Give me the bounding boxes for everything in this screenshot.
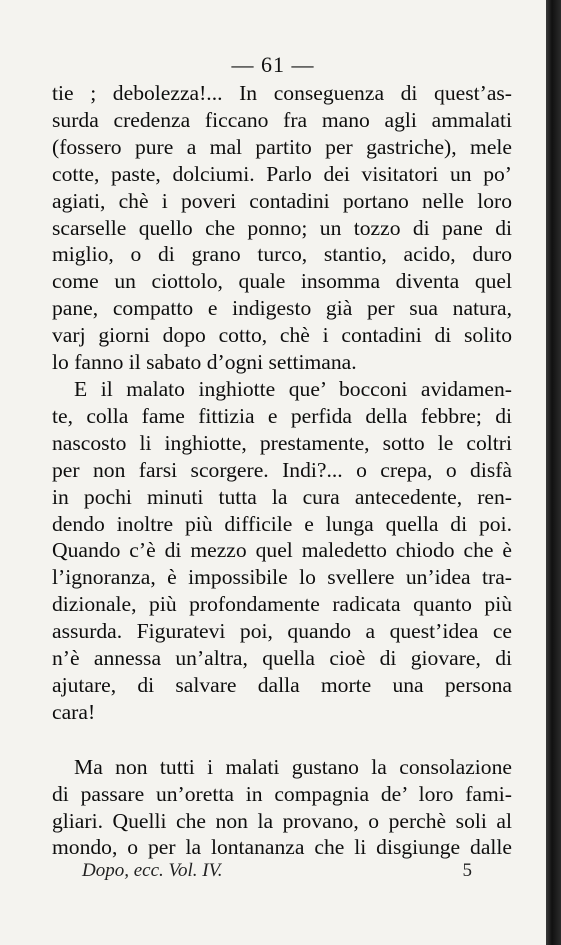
body-text [52,80,512,861]
text-line: miglio, o di grano turco, stantio, acido, duro [52,242,512,267]
book-spine [546,0,561,945]
text-line: E il malato inghiotte que’ bocconi avidamen- [74,376,512,401]
text-line: Ma non tutti i malati gustano la consolazione [74,754,512,779]
text-line: n’è annessa un’altra, quella cioè di giovare, di [52,646,512,671]
text-line: gliari. Quelli che non la provano, o perchè soli al [52,808,512,833]
text-line: assurda. Figuratevi poi, quando a quest’idea ce [52,619,512,644]
text-line: agiati, chè i poveri contadini portano nelle loro [52,188,512,213]
text-line: te, colla fame fittizia e perfida della febbre; di [52,403,512,428]
paragraph-1 [52,80,512,376]
text-line: Quando c’è di mezzo quel maledetto chiodo che è [52,538,512,563]
text-line: cara! [52,699,96,724]
text-line: l’ignoranza, è impossibile lo svellere un’idea tra- [52,565,512,590]
paragraph-gap [52,726,512,754]
page-number: — 61 — [231,52,315,77]
text-line: in pochi minuti tutta la cura antecedente, ren- [52,484,512,509]
text-line: come un ciottolo, quale insomma diventa quel [52,269,512,294]
text-line: di passare un’oretta in compagnia de’ loro fami- [52,781,512,806]
text-line: surda credenza ficcano fra mano agli ammalati [52,107,512,132]
text-line: ajutare, di salvare dalla morte una persona [52,672,512,697]
text-line: nascosto li inghiotte, prestamente, sotto le coltri [52,430,512,455]
text-line: tie ; debolezza!... In conseguenza di quest’as- [52,81,512,105]
paragraph-3 [52,754,512,862]
text-line: varj giorni dopo cotto, chè i contadini di solito [52,323,512,348]
text-line: (fossero pure a mal partito per gastriche), mele [52,134,512,159]
paragraph-2 [52,376,512,726]
text-line: per non farsi scorgere. Indi?... o crepa, o disfà [52,457,512,482]
text-line: cotte, paste, dolciumi. Parlo dei visitatori un po’ [52,161,512,186]
text-line: mondo, o per la lontananza che li disgiunge dalle [52,835,512,860]
page-footer [82,860,472,882]
text-line: dendo inoltre più difficile e lunga quella di poi. [52,511,512,536]
text-line: lo fanno il sabato d’ogni settimana. [52,350,357,375]
text-line: dizionale, più profondamente radicata quanto più [52,592,512,617]
footer-title: Dopo, ecc. Vol. IV. [82,860,223,881]
text-line: pane, compatto e indigesto già per sua natura, [52,296,512,321]
text-line: scarselle quello che ponno; un tozzo di pane di [52,215,512,240]
signature-mark: 5 [462,860,472,881]
